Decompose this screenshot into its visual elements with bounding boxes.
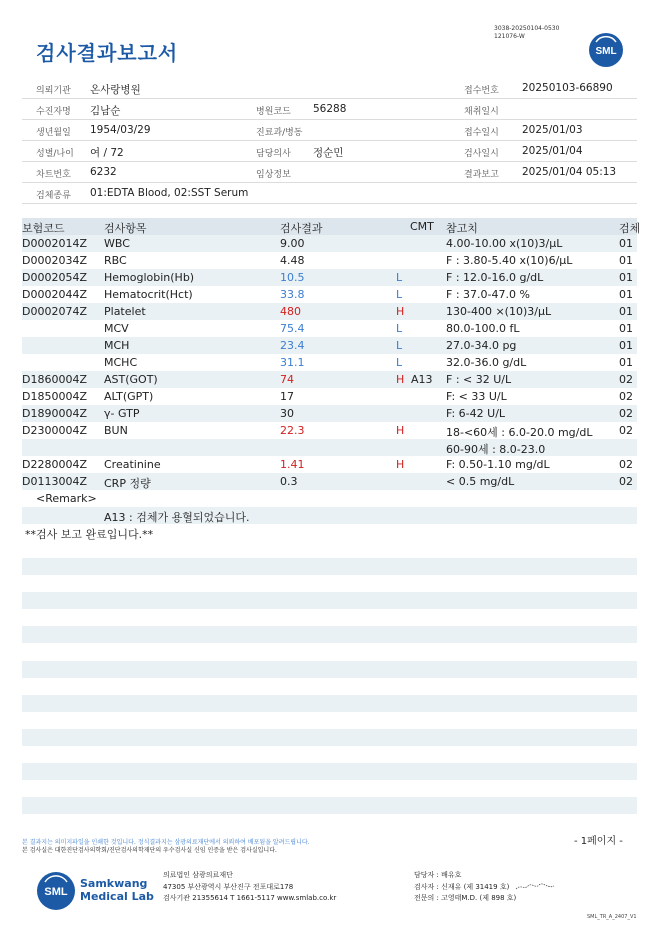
cell-specimen: 02 xyxy=(619,475,633,488)
cell-result-value: 31.1 xyxy=(280,356,305,369)
info-label: 진료과/병동 xyxy=(256,128,303,138)
cell-cmt: A13 xyxy=(411,373,433,386)
table-row xyxy=(22,235,637,252)
cell-code: D2300004Z xyxy=(22,424,87,437)
staff-line2 xyxy=(414,882,555,894)
cell-code: D2280004Z xyxy=(22,458,87,471)
table-row xyxy=(22,473,637,490)
header-specimen: 검체 xyxy=(619,222,641,235)
sml-footer-logo-text: SML xyxy=(44,886,68,898)
cell-test-name: Hematocrit(Hct) xyxy=(104,288,193,301)
remark-text: A13 : 검체가 용혈되었습니다. xyxy=(104,511,250,524)
cell-flag: H xyxy=(396,305,405,318)
info-value: 김남순 xyxy=(90,105,121,117)
cell-reference: 60-90세 : 8.0-23.0 xyxy=(446,443,546,456)
empty-row-band xyxy=(22,626,637,643)
cell-flag: L xyxy=(396,339,403,352)
info-label: 검체종류 xyxy=(36,191,71,201)
cell-reference: F : 12.0-16.0 g/dL xyxy=(446,271,544,284)
info-value: 6232 xyxy=(90,166,117,178)
empty-row-band xyxy=(22,592,637,609)
cell-flag: H xyxy=(396,373,405,386)
cell-test-name: Creatinine xyxy=(104,458,161,471)
empty-row-band xyxy=(22,729,637,746)
cell-reference: 80.0-100.0 fL xyxy=(446,322,520,335)
remark-label: <Remark> xyxy=(36,492,97,505)
cell-result-value: 17 xyxy=(280,390,294,403)
table-row xyxy=(22,354,637,371)
empty-row-band xyxy=(22,763,637,780)
signature-icon xyxy=(515,883,555,891)
cell-result-value: 22.3 xyxy=(280,424,305,437)
header-value: 검사결과 xyxy=(280,222,323,235)
footer-notes xyxy=(22,839,310,855)
info-label: 생년월일 xyxy=(36,128,71,138)
cell-reference: 4.00-10.00 x(10)3/μL xyxy=(446,237,563,250)
cell-test-name: Platelet xyxy=(104,305,146,318)
cell-result-value: 1.41 xyxy=(280,458,305,471)
info-row xyxy=(22,141,637,162)
cell-test-name: Hemoglobin(Hb) xyxy=(104,271,195,284)
table-row xyxy=(22,490,637,507)
info-label: 수진자명 xyxy=(36,107,71,117)
staff-line2-text: 검사자 : 신재유 (제 31419 호) xyxy=(414,882,510,891)
cell-reference: 27.0-34.0 pg xyxy=(446,339,517,352)
table-row xyxy=(22,252,637,269)
cell-code: D0002074Z xyxy=(22,305,87,318)
cell-reference: 18-<60세 : 6.0-20.0 mg/dL xyxy=(446,426,593,439)
info-label: 임상정보 xyxy=(256,170,291,180)
cell-specimen: 02 xyxy=(619,407,633,420)
address-line2: 47305 부산광역시 부산진구 전포대로178 xyxy=(163,882,294,891)
cell-result-value: 4.48 xyxy=(280,254,305,267)
info-value: 1954/03/29 xyxy=(90,124,151,136)
table-row xyxy=(22,524,637,541)
info-label: 병원코드 xyxy=(256,107,291,117)
cell-result-value: 480 xyxy=(280,305,301,318)
info-value: 정순민 xyxy=(313,147,344,159)
cell-code: D0002034Z xyxy=(22,254,87,267)
cell-flag: L xyxy=(396,322,403,335)
info-label: 차트번호 xyxy=(36,170,71,180)
cell-flag: L xyxy=(396,288,403,301)
cell-test-name: CRP 정량 xyxy=(104,477,151,490)
footer-brand xyxy=(80,877,154,903)
cell-reference: < 0.5 mg/dL xyxy=(446,475,515,488)
results-header xyxy=(22,218,641,235)
info-value: 온사랑병원 xyxy=(90,84,141,96)
cell-code: D1860004Z xyxy=(22,373,87,386)
table-row xyxy=(22,320,637,337)
cell-specimen: 02 xyxy=(619,458,633,471)
info-row xyxy=(22,162,637,183)
cell-reference: F : 37.0-47.0 % xyxy=(446,288,530,301)
cell-test-name: MCH xyxy=(104,339,130,352)
cell-test-name: ALT(GPT) xyxy=(104,390,154,403)
cell-code: D1890004Z xyxy=(22,407,87,420)
table-row xyxy=(22,269,637,286)
info-value: 여 / 72 xyxy=(90,147,124,159)
cell-specimen: 02 xyxy=(619,373,633,386)
cell-reference: 32.0-36.0 g/dL xyxy=(446,356,527,369)
cell-code: D0002044Z xyxy=(22,288,87,301)
document-id-line1: 3038-20250104-0530 xyxy=(494,25,560,32)
empty-row-band xyxy=(22,661,637,678)
results-table xyxy=(22,218,641,541)
table-row xyxy=(22,286,637,303)
cell-flag: H xyxy=(396,458,405,471)
cell-specimen: 01 xyxy=(619,356,633,369)
document-id-line2: 121076-W xyxy=(494,33,525,40)
cell-flag: L xyxy=(396,356,403,369)
cell-specimen: 01 xyxy=(619,339,633,352)
info-value: 2025/01/04 05:13 xyxy=(522,166,617,178)
cell-test-name: AST(GOT) xyxy=(104,373,158,386)
cell-reference: 130-400 ×(10)3/μL xyxy=(446,305,552,318)
info-value: 56288 xyxy=(313,103,347,115)
info-row xyxy=(22,99,637,120)
info-label: 의뢰기관 xyxy=(36,86,71,96)
info-value: 2025/01/03 xyxy=(522,124,583,136)
address-line3: 검사기관 21355614 T 1661-5117 www.smlab.co.kr xyxy=(163,894,337,902)
document-id xyxy=(494,25,559,41)
info-label: 담당의사 xyxy=(256,149,291,159)
sml-logo-text: SML xyxy=(595,46,617,57)
cell-result-value: 74 xyxy=(280,373,294,386)
table-row xyxy=(22,405,637,422)
header-cmt: CMT xyxy=(410,220,434,233)
cell-specimen: 01 xyxy=(619,271,633,284)
cell-test-name: MCHC xyxy=(104,356,138,369)
cell-result-value: 0.3 xyxy=(280,475,298,488)
cell-flag: L xyxy=(396,271,403,284)
info-value: 2025/01/04 xyxy=(522,145,583,157)
header-reference: 참고치 xyxy=(446,222,478,235)
cell-code: D1850004Z xyxy=(22,390,87,403)
cell-test-name: γ- GTP xyxy=(104,407,140,420)
cell-result-value: 33.8 xyxy=(280,288,305,301)
footer-staff xyxy=(414,870,555,905)
cell-result-value: 9.00 xyxy=(280,237,305,250)
table-row xyxy=(22,422,637,439)
info-label: 결과보고 xyxy=(464,170,499,180)
info-row xyxy=(22,120,637,141)
info-label: 검사일시 xyxy=(464,149,499,159)
cell-reference: F: 6-42 U/L xyxy=(446,407,506,420)
cell-result-value: 10.5 xyxy=(280,271,305,284)
info-label: 채취일시 xyxy=(464,107,499,117)
cell-reference: F: < 33 U/L xyxy=(446,390,507,403)
cell-test-name: BUN xyxy=(104,424,128,437)
note-certification: 본 검사실은 대한진단검사의학회/진단검사의학재단의 우수검사실 신임 인증을 받은 검사실입니다. xyxy=(22,847,277,854)
cell-flag: H xyxy=(396,424,405,437)
cell-specimen: 01 xyxy=(619,288,633,301)
cell-specimen: 01 xyxy=(619,322,633,335)
info-value: 20250103-66890 xyxy=(522,82,613,94)
cell-code: D0002014Z xyxy=(22,237,87,250)
header-name: 검사항목 xyxy=(104,222,147,235)
footer-address xyxy=(163,870,336,905)
empty-row-band xyxy=(22,797,637,814)
page-number: - 1페이지 - xyxy=(574,836,623,847)
cell-result-value: 30 xyxy=(280,407,294,420)
sml-logo-icon xyxy=(588,32,624,68)
info-label: 접수번호 xyxy=(464,86,499,96)
report-complete-text: **검사 보고 완료입니다.** xyxy=(25,528,154,541)
table-row xyxy=(22,371,637,388)
cell-specimen: 01 xyxy=(619,254,633,267)
cell-specimen: 01 xyxy=(619,305,633,318)
empty-row-band xyxy=(22,695,637,712)
cell-specimen: 02 xyxy=(619,424,633,437)
cell-code: D0113004Z xyxy=(22,475,87,488)
empty-row-band xyxy=(22,558,637,575)
table-row xyxy=(22,439,637,456)
cell-test-name: MCV xyxy=(104,322,129,335)
info-row xyxy=(22,78,637,99)
staff-line3: 전문의 : 고영태M.D. (제 898 호) xyxy=(414,894,517,902)
cell-reference: F : 3.80-5.40 x(10)6/μL xyxy=(446,254,573,267)
info-value: 01:EDTA Blood, 02:SST Serum xyxy=(90,187,249,199)
header-code: 보험코드 xyxy=(22,222,65,235)
info-row xyxy=(22,183,637,204)
table-row xyxy=(22,337,637,354)
table-row xyxy=(22,507,637,524)
table-row xyxy=(22,303,637,320)
info-label: 성별/나이 xyxy=(36,149,74,159)
cell-reference: F : < 32 U/L xyxy=(446,373,512,386)
brand-line1: Samkwang xyxy=(80,877,148,890)
cell-test-name: RBC xyxy=(104,254,127,267)
brand-line2: Medical Lab xyxy=(80,890,154,903)
table-row xyxy=(22,456,637,473)
cell-result-value: 23.4 xyxy=(280,339,305,352)
table-row xyxy=(22,388,637,405)
cell-test-name: WBC xyxy=(104,237,130,250)
patient-info-section xyxy=(22,78,637,204)
cell-reference: F: 0.50-1.10 mg/dL xyxy=(446,458,550,471)
cell-code: D0002054Z xyxy=(22,271,87,284)
info-label: 접수일시 xyxy=(464,128,499,138)
staff-line1: 담당자 : 배유호 xyxy=(414,871,462,879)
form-code: SML_TR_A_2407_V1 xyxy=(587,914,637,920)
report-title: 검사결과보고서 xyxy=(36,41,179,65)
cell-specimen: 02 xyxy=(619,390,633,403)
cell-result-value: 75.4 xyxy=(280,322,305,335)
sml-footer-logo-icon xyxy=(36,871,76,911)
address-line1: 의료법인 삼광의료재단 xyxy=(163,871,233,879)
cell-specimen: 01 xyxy=(619,237,633,250)
note-print-copy: 본 결과지는 의미지파일을 인쇄한 것입니다. 정식결과지는 삼광의료재단에서 의뢰하여 배포됨을 알려드립니다. xyxy=(22,839,310,846)
